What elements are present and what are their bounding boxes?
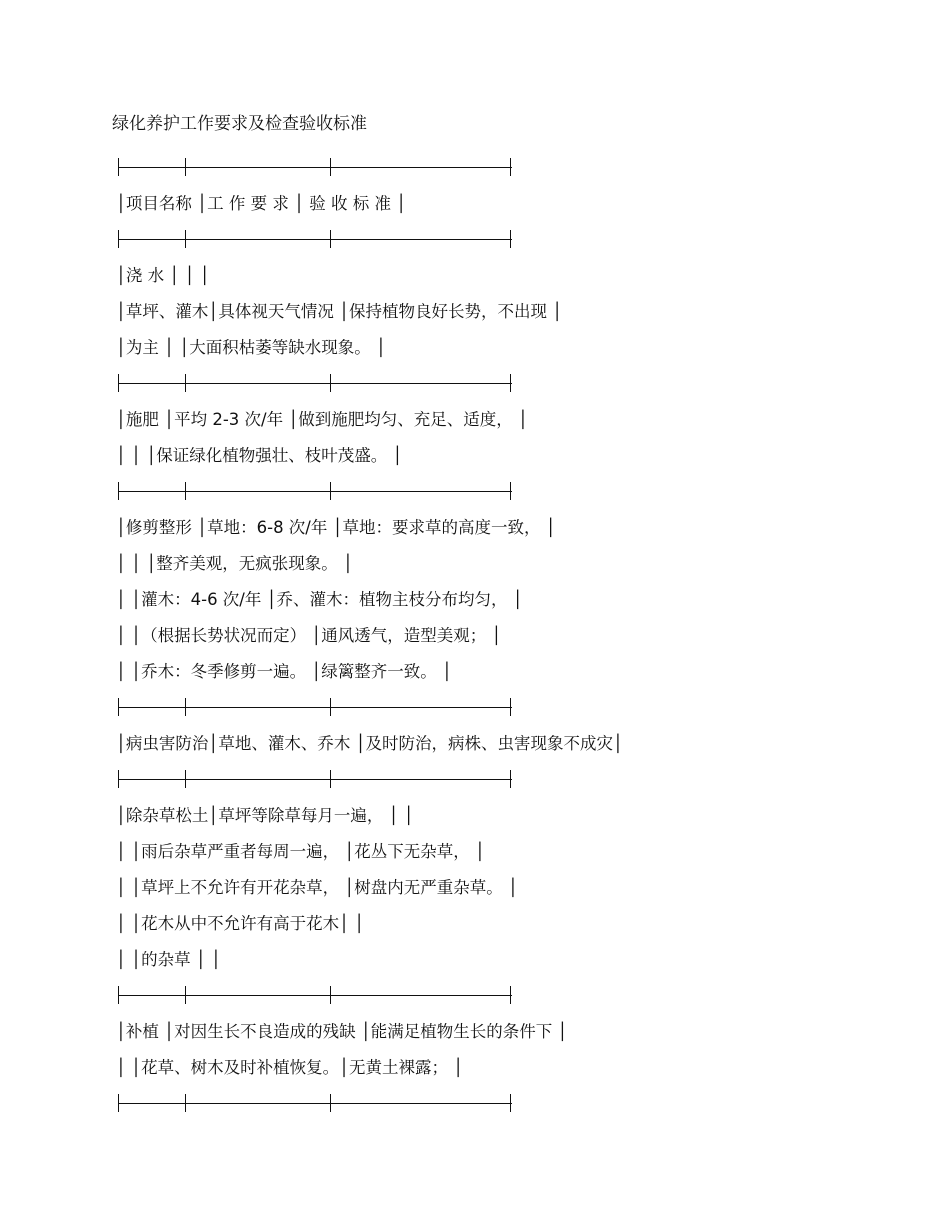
table-text-line bbox=[116, 1014, 736, 1050]
table-rule-tick bbox=[510, 158, 511, 176]
table-line-text: │病虫害防治│草地、灌木、乔木 │及时防治，病株、虫害现象不成灾│ bbox=[116, 734, 623, 753]
table-text-line bbox=[116, 294, 736, 330]
table-rule-tick bbox=[510, 770, 511, 788]
table-text-line bbox=[116, 654, 736, 690]
table-rule bbox=[116, 1086, 736, 1122]
table-text-line bbox=[116, 402, 736, 438]
table-rule-line bbox=[118, 239, 512, 240]
table-text-line bbox=[116, 834, 736, 870]
table-rule-tick bbox=[330, 770, 331, 788]
table-rule-line bbox=[118, 1103, 512, 1104]
table-rule-tick bbox=[185, 230, 186, 248]
table-text-line bbox=[116, 546, 736, 582]
table-rule-tick bbox=[185, 986, 186, 1004]
table-rule bbox=[116, 978, 736, 1014]
table-line-text: │草坪、灌木│具体视天气情况 │保持植物良好长势，不出现 │ bbox=[116, 302, 563, 321]
table-line-text: │ │灌木：4-6 次/年 │乔、灌木：植物主枝分布均匀， │ bbox=[116, 590, 523, 609]
table-text-line bbox=[116, 186, 736, 222]
table-text-line bbox=[116, 510, 736, 546]
table-rule-tick bbox=[185, 482, 186, 500]
table-text-line bbox=[116, 582, 736, 618]
table-line-text: │ │乔木：冬季修剪一遍。 │绿篱整齐一致。 │ bbox=[116, 662, 452, 681]
table-text-line bbox=[116, 906, 736, 942]
table-rule-tick bbox=[118, 482, 119, 500]
table-rule-tick bbox=[330, 158, 331, 176]
table-rule-tick bbox=[510, 482, 511, 500]
table-rule-tick bbox=[510, 698, 511, 716]
table-line-text: │ │ │保证绿化植物强壮、枝叶茂盛。 │ bbox=[116, 446, 403, 465]
table-line-text: │浇 水 │ │ │ bbox=[116, 266, 210, 285]
table-line-text: │ │雨后杂草严重者每周一遍， │花丛下无杂草， │ bbox=[116, 842, 485, 861]
table-rule-tick bbox=[510, 1094, 511, 1112]
table-line-text: │ │（根据长势状况而定） │通风透气，造型美观； │ bbox=[116, 626, 502, 645]
table-rule-line bbox=[118, 779, 512, 780]
table-rule-tick bbox=[118, 230, 119, 248]
table-line-text: │为主 │ │大面积枯萎等缺水现象。 │ bbox=[116, 338, 386, 357]
table-line-text: │ │ │整齐美观，无疯张现象。 │ bbox=[116, 554, 353, 573]
table-rule bbox=[116, 366, 736, 402]
table-rule-tick bbox=[330, 1094, 331, 1112]
table-line-text: │ │花木从中不允许有高于花木│ │ bbox=[116, 914, 365, 933]
table-rule bbox=[116, 222, 736, 258]
table-text-line bbox=[116, 870, 736, 906]
table-rule-tick bbox=[118, 158, 119, 176]
table-rule-tick bbox=[118, 770, 119, 788]
table-rule-line bbox=[118, 383, 512, 384]
table-rule-tick bbox=[330, 986, 331, 1004]
table-line-text: │项目名称 │工 作 要 求 │ 验 收 标 准 │ bbox=[116, 194, 407, 213]
table-rule-tick bbox=[185, 770, 186, 788]
table-rule-tick bbox=[118, 1094, 119, 1112]
table-rule bbox=[116, 150, 736, 186]
table-line-text: │除杂草松土│草坪等除草每月一遍， │ │ bbox=[116, 806, 414, 825]
table-rule-tick bbox=[330, 374, 331, 392]
table-rule-tick bbox=[185, 158, 186, 176]
table-line-text: │ │的杂草 │ │ bbox=[116, 950, 221, 969]
table-text-line bbox=[116, 258, 736, 294]
table-rule-tick bbox=[330, 482, 331, 500]
table-line-text: │施肥 │平均 2-3 次/年 │做到施肥均匀、充足、适度， │ bbox=[116, 410, 528, 429]
table-rule-line bbox=[118, 707, 512, 708]
plain-text-table bbox=[116, 150, 736, 1122]
table-text-line bbox=[116, 942, 736, 978]
table-line-text: │ │花草、树木及时补植恢复。│无黄土裸露； │ bbox=[116, 1058, 464, 1077]
document-title: 绿化养护工作要求及检查验收标准 bbox=[112, 114, 367, 134]
table-text-line bbox=[116, 798, 736, 834]
table-rule-tick bbox=[330, 230, 331, 248]
table-rule-tick bbox=[185, 374, 186, 392]
table-rule-tick bbox=[510, 230, 511, 248]
table-rule bbox=[116, 690, 736, 726]
table-text-line bbox=[116, 618, 736, 654]
table-rule-tick bbox=[118, 698, 119, 716]
table-rule-tick bbox=[510, 374, 511, 392]
table-line-text: │ │草坪上不允许有开花杂草， │树盘内无严重杂草。 │ bbox=[116, 878, 518, 897]
table-rule-tick bbox=[330, 698, 331, 716]
table-text-line bbox=[116, 438, 736, 474]
table-rule-tick bbox=[118, 986, 119, 1004]
table-line-text: │修剪整形 │草地：6-8 次/年 │草地：要求草的高度一致， │ bbox=[116, 518, 556, 537]
table-rule-tick bbox=[185, 698, 186, 716]
table-rule-tick bbox=[118, 374, 119, 392]
table-rule-tick bbox=[185, 1094, 186, 1112]
table-rule bbox=[116, 762, 736, 798]
table-text-line bbox=[116, 726, 736, 762]
table-rule-line bbox=[118, 491, 512, 492]
table-line-text: │补植 │对因生长不良造成的残缺 │能满足植物生长的条件下 │ bbox=[116, 1022, 568, 1041]
table-rule-tick bbox=[510, 986, 511, 1004]
table-text-line bbox=[116, 330, 736, 366]
table-text-line bbox=[116, 1050, 736, 1086]
table-rule bbox=[116, 474, 736, 510]
table-rule-line bbox=[118, 167, 512, 168]
table-rule-line bbox=[118, 995, 512, 996]
